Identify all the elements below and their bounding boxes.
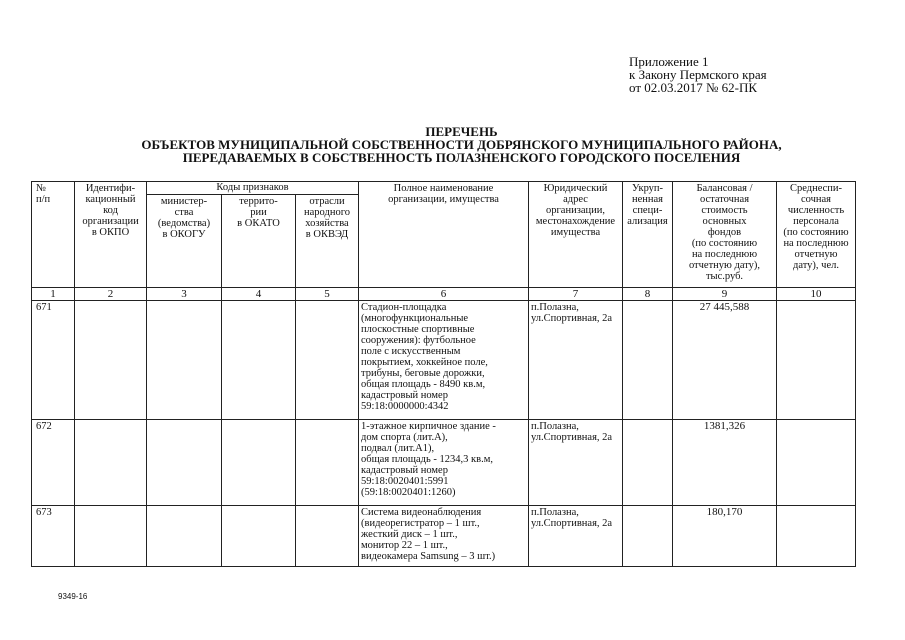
row-number: 671	[32, 301, 75, 420]
table-row	[32, 420, 856, 506]
column-number: 9	[673, 288, 777, 301]
column-number: 2	[75, 288, 147, 301]
document-title	[40, 125, 883, 164]
staff-cell	[777, 420, 856, 506]
document-code: 9349-16	[58, 592, 88, 601]
column-number: 4	[222, 288, 296, 301]
column-number: 3	[147, 288, 222, 301]
okato-cell	[222, 420, 296, 506]
okpo-cell	[75, 506, 147, 567]
header-name: Полное наименование организации, имущества	[359, 182, 529, 288]
okved-cell	[296, 420, 359, 506]
okogu-cell	[147, 506, 222, 567]
balance-cell: 27 445,588	[673, 301, 777, 420]
column-number: 7	[529, 288, 623, 301]
staff-cell	[777, 506, 856, 567]
specialization-cell	[623, 301, 673, 420]
header-okpo: Идентифи- кационный код организации в ОКПО	[75, 182, 147, 288]
header-address: Юридический адрес организации, местонахождение имущества	[529, 182, 623, 288]
okogu-cell	[147, 420, 222, 506]
address-cell: п.Полазна, ул.Спортивная, 2а	[529, 301, 623, 420]
table-row	[32, 301, 856, 420]
header-okved: отрасли народного хозяйства в ОКВЭД	[296, 195, 359, 288]
name-cell: Стадион-площадка (многофункциональные плоскостные спортивные сооружения): футбольное поле с искусственным покрытием, хоккейное поле, трибуны, беговые дорожки, общая площадь - 8490 кв.м, кадастровый номер 59:18:0000000:4342	[359, 301, 529, 420]
address-cell: п.Полазна, ул.Спортивная, 2а	[529, 506, 623, 567]
appendix-line: к Закону Пермского края	[629, 67, 767, 82]
row-number: 672	[32, 420, 75, 506]
appendix-line: от 02.03.2017 № 62-ПК	[629, 80, 758, 95]
okogu-cell	[147, 301, 222, 420]
header-balance: Балансовая / остаточная стоимость основных фондов (по состоянию на последнюю отчетную дату), тыс.руб.	[673, 182, 777, 288]
row-number: 673	[32, 506, 75, 567]
header-num: № п/п	[32, 182, 75, 288]
specialization-cell	[623, 420, 673, 506]
okpo-cell	[75, 301, 147, 420]
column-number: 6	[359, 288, 529, 301]
balance-cell: 1381,326	[673, 420, 777, 506]
column-number: 8	[623, 288, 673, 301]
name-cell: 1-этажное кирпичное здание - дом спорта (лит.А), подвал (лит.А1), общая площадь - 1234,3 кв.м, кадастровый номер 59:18:0020401:5991 (59:18:0020401:1260)	[359, 420, 529, 506]
balance-cell: 180,170	[673, 506, 777, 567]
appendix-line: Приложение 1	[629, 54, 709, 69]
column-number: 5	[296, 288, 359, 301]
header-okogu: министер- ства (ведомства) в ОКОГУ	[147, 195, 222, 288]
header-staff: Среднеспи- сочная численность персонала (по состоянию на последнюю отчетную дату), чел.	[777, 182, 856, 288]
header-specialization: Укруп- ненная специ- ализация	[623, 182, 673, 288]
header-okato: террито- рии в ОКАТО	[222, 195, 296, 288]
appendix-block	[629, 55, 767, 94]
title-line: ОБЪЕКТОВ МУНИЦИПАЛЬНОЙ СОБСТВЕННОСТИ ДОБРЯНСКОГО МУНИЦИПАЛЬНОГО РАЙОНА,	[141, 137, 782, 152]
address-cell: п.Полазна, ул.Спортивная, 2а	[529, 420, 623, 506]
specialization-cell	[623, 506, 673, 567]
column-number: 1	[32, 288, 75, 301]
okved-cell	[296, 301, 359, 420]
header-codes-group: Коды признаков	[147, 182, 359, 195]
name-cell: Система видеонаблюдения (видеорегистратор – 1 шт., жесткий диск – 1 шт., монитор 22 – 1 шт., видеокамера Samsung – 3 шт.)	[359, 506, 529, 567]
staff-cell	[777, 301, 856, 420]
title-line: ПЕРЕЧЕНЬ	[425, 124, 498, 139]
property-table	[31, 181, 856, 567]
okpo-cell	[75, 420, 147, 506]
title-line: ПЕРЕДАВАЕМЫХ В СОБСТВЕННОСТЬ ПОЛАЗНЕНСКОГО ГОРОДСКОГО ПОСЕЛЕНИЯ	[182, 150, 741, 165]
column-number: 10	[777, 288, 856, 301]
okato-cell	[222, 506, 296, 567]
column-number-row	[32, 288, 856, 301]
okved-cell	[296, 506, 359, 567]
okato-cell	[222, 301, 296, 420]
table-row	[32, 506, 856, 567]
